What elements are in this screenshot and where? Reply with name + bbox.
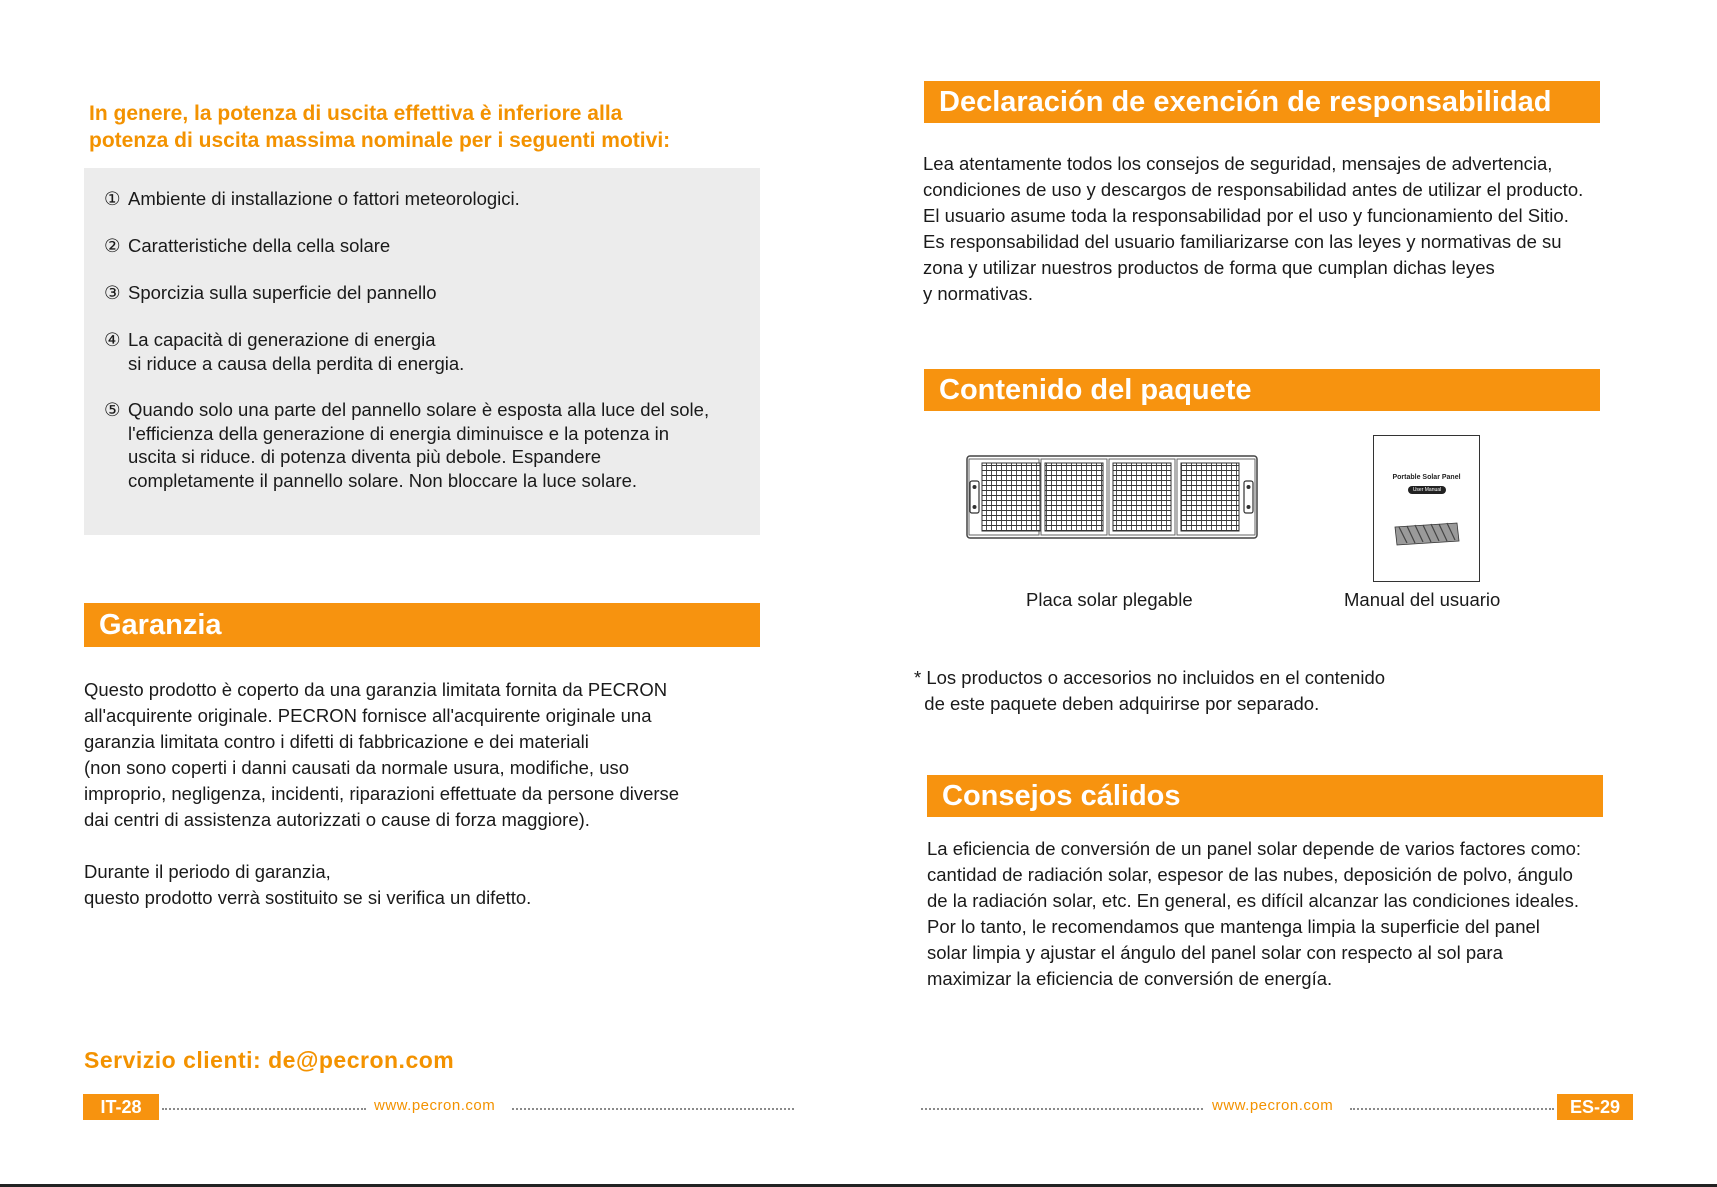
note-line: de este paquete deben adquirirse por separado.: [914, 693, 1320, 714]
item-caption-manual: Manual del usuario: [1344, 589, 1501, 610]
reason-text: Caratteristiche della cella solare: [128, 235, 391, 256]
reason-text: Sporcizia sulla superficie del pannello: [128, 282, 437, 303]
footer-dots: [921, 1108, 1203, 1110]
warranty-line: questo prodotto verrà sostituito se si verifica un difetto.: [84, 887, 532, 908]
warranty-line: improprio, negligenza, incidenti, riparazioni effettuate da persone diverse: [84, 783, 680, 804]
manual-title: Portable Solar Panel: [1392, 474, 1461, 481]
customer-service: Servizio clienti: de@pecron.com: [84, 1047, 455, 1073]
reason-number: ④: [104, 329, 121, 350]
page-badge-right: ES-29: [1557, 1094, 1633, 1120]
disclaimer-line: Es responsabilidad del usuario familiarizarse con las leyes y normativas de su: [923, 231, 1562, 252]
intro-heading-line: potenza di uscita massima nominale per i seguenti motivi:: [89, 129, 671, 152]
warranty-line: dai centri di assistenza autorizzati o cause di forza maggiore).: [84, 809, 590, 830]
tips-line: solar limpia y ajustar el ángulo del panel solar con respecto al sol para: [927, 942, 1503, 963]
reason-item: [104, 234, 390, 258]
disclaimer-line: condiciones de uso y descargos de responsabilidad antes de utilizar el producto.: [923, 179, 1584, 200]
warranty-text-2: [84, 859, 531, 911]
reason-text: si riduce a causa della perdita di energia.: [128, 352, 465, 374]
package-title: Contenido del paquete: [939, 374, 1252, 406]
warranty-title: Garanzia: [99, 609, 222, 641]
footer-dots: [512, 1108, 794, 1110]
disclaimer-title: Declaración de exención de responsabilidad: [939, 86, 1552, 118]
reason-item: [104, 187, 520, 211]
warranty-line: Durante il periodo di garanzia,: [84, 861, 331, 882]
disclaimer-text: [923, 151, 1583, 307]
disclaimer-line: Lea atentamente todos los consejos de seguridad, mensajes de advertencia,: [923, 153, 1553, 174]
reason-text: Ambiente di installazione o fattori meteorologici.: [128, 188, 520, 209]
page-badge-left: IT-28: [83, 1094, 159, 1120]
reason-item: [104, 281, 437, 305]
tips-line: cantidad de radiación solar, espesor de las nubes, deposición de polvo, ángulo: [927, 864, 1573, 885]
user-manual-image: [1373, 435, 1480, 582]
reason-text: completamente il pannello solare. Non bloccare la luce solare.: [128, 469, 638, 491]
tips-line: maximizar la eficiencia de conversión de energía.: [927, 968, 1333, 989]
reason-text: uscita si riduce. di potenza diventa più debole. Espandere: [128, 446, 602, 467]
reason-text: La capacità di generazione di energia: [128, 329, 436, 350]
warranty-line: (non sono coperti i danni causati da normale usura, modifiche, uso: [84, 757, 630, 778]
tips-title: Consejos cálidos: [942, 780, 1181, 812]
footer-dots: [1350, 1108, 1554, 1110]
warranty-line: Questo prodotto è coperto da una garanzia limitata fornita da PECRON: [84, 679, 668, 700]
reason-text: Quando solo una parte del pannello solare è esposta alla luce del sole,: [128, 399, 710, 420]
reason-text: l'efficienza della generazione di energia diminuisce e la potenza in: [128, 422, 670, 444]
note-line: * Los productos o accesorios no incluidos en el contenido: [914, 667, 1386, 688]
warranty-line: garanzia limitata contro i difetti di fabbricazione e dei materiali: [84, 731, 589, 752]
manual-badge: User Manual: [1408, 486, 1446, 494]
warranty-text: [84, 677, 679, 833]
tips-text: [927, 836, 1581, 992]
item-caption-panel: Placa solar plegable: [1026, 589, 1193, 610]
reason-number: ①: [104, 188, 121, 209]
reason-number: ⑤: [104, 399, 121, 420]
warranty-banner: [84, 603, 760, 647]
package-banner: [924, 369, 1600, 411]
footer-dots: [162, 1108, 366, 1110]
reason-number: ②: [104, 235, 121, 256]
intro-heading-line: In genere, la potenza di uscita effettiva è inferiore alla: [89, 102, 623, 125]
tips-line: de la radiación solar, etc. En general, es difícil alcanzar las condiciones ideales.: [927, 890, 1579, 911]
footer-url-left[interactable]: www.pecron.com: [374, 1097, 496, 1114]
tips-line: Por lo tanto, le recomendamos que mantenga limpia la superficie del panel: [927, 916, 1540, 937]
disclaimer-line: zona y utilizar nuestros productos de forma que cumplan dichas leyes: [923, 257, 1495, 278]
warranty-line: all'acquirente originale. PECRON fornisce all'acquirente originale una: [84, 705, 652, 726]
intro-heading: [89, 100, 749, 154]
disclaimer-banner: [924, 81, 1600, 123]
tips-line: La eficiencia de conversión de un panel solar depende de varios factores como:: [927, 838, 1582, 859]
tips-banner: [927, 775, 1603, 817]
footer-url-right[interactable]: www.pecron.com: [1212, 1097, 1334, 1114]
disclaimer-line: y normativas.: [923, 283, 1034, 304]
reason-item: [104, 328, 464, 375]
disclaimer-line: El usuario asume toda la responsabilidad por el uso y funcionamiento del Sitio.: [923, 205, 1569, 226]
package-note: [914, 665, 1385, 717]
solar-panel-image: [966, 455, 1258, 544]
reason-item: [104, 398, 754, 492]
reason-number: ③: [104, 282, 121, 303]
